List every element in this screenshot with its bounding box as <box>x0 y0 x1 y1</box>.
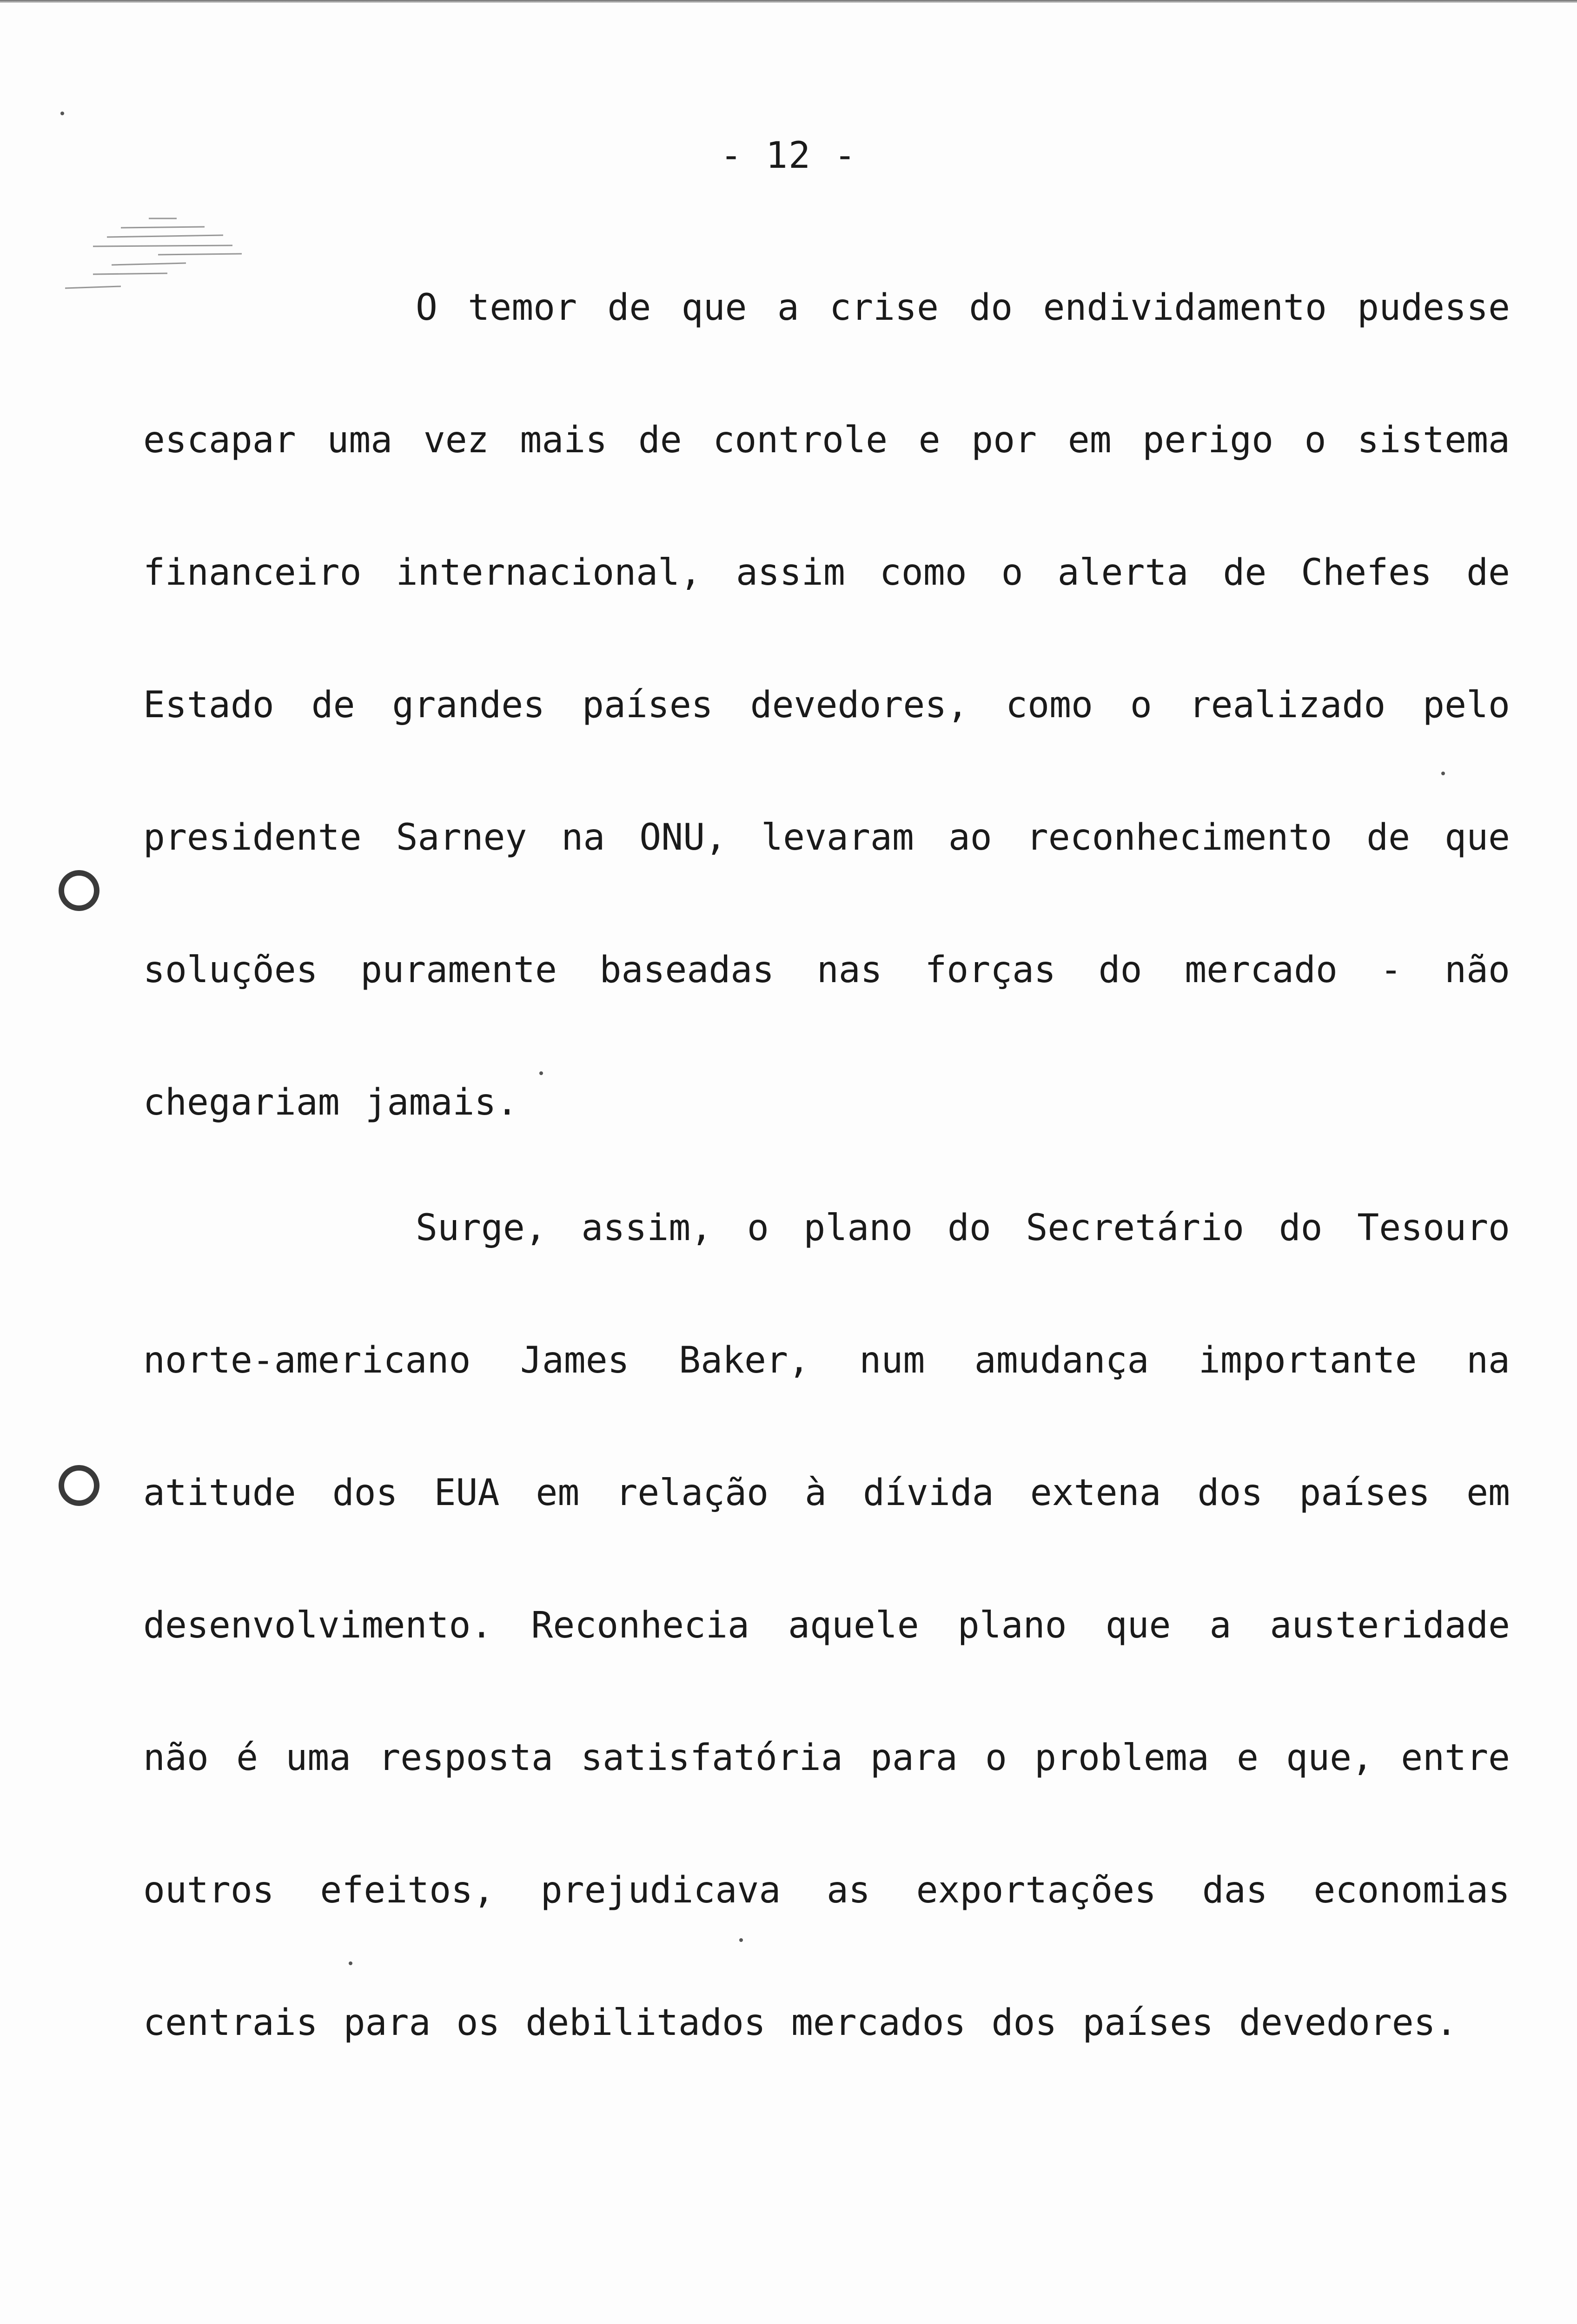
punch-hole-lower <box>59 1465 99 1506</box>
scan-speck <box>60 112 64 115</box>
scan-speck <box>349 1961 352 1965</box>
scan-speck <box>1441 772 1445 775</box>
punch-hole-upper <box>59 870 99 911</box>
paragraph-2-text: Surge, assim, o plano do Secretário do Tesouro norte-americano James Baker, num amudança importante na atitude dos EUA em relação à dívida extena dos países em desenvolvimento. Reconhecia aquele plano que a austeridade não é uma resposta satisfatória para o problema e que, entre outros efeitos, prejudicava as exportações das economias centrais para os debilitados mercados dos países devedores. <box>143 1207 1510 2044</box>
scan-speck <box>739 1938 743 1942</box>
paragraph-1 <box>143 242 1510 1169</box>
scan-speck <box>539 1071 543 1075</box>
page-number: - 12 - <box>720 135 857 177</box>
paragraph-1-text: O temor de que a crise do endividamento pudesse escapar uma vez mais de controle e por em perigo o sistema financeiro internacional, assim como o alerta de Chefes de Estado de grandes países devedores, como o realizado pelo presidente Sarney na ONU, levaram ao reconhecimento de que soluções puramente baseadas nas forças do mercado - não chegariam jamais. <box>143 287 1510 1123</box>
scan-top-edge <box>0 0 1577 3</box>
paragraph-2 <box>143 1162 1510 2089</box>
